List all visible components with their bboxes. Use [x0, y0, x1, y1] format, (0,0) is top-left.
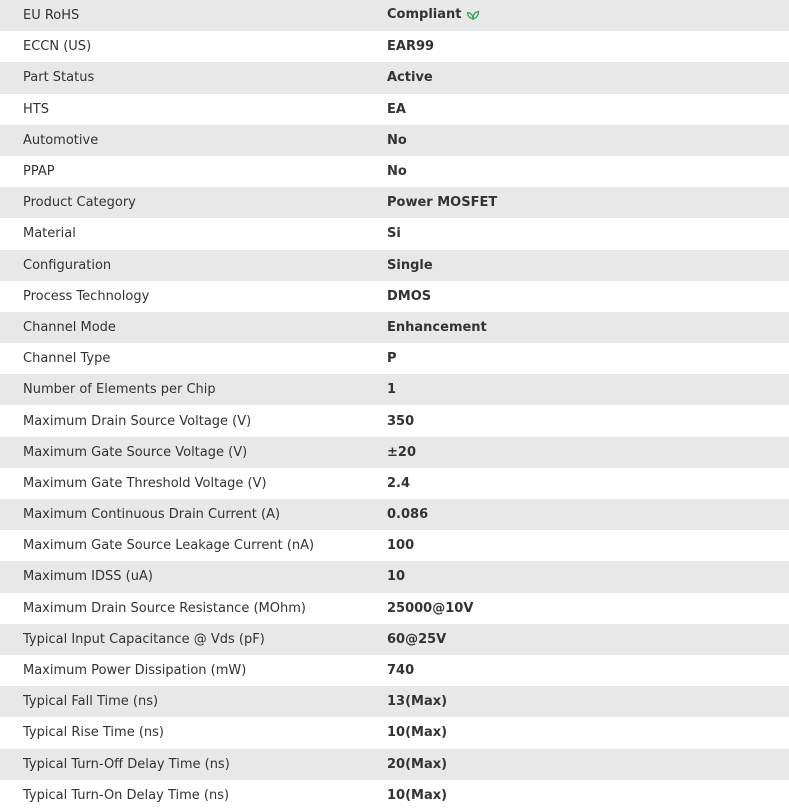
spec-label: Automotive — [23, 132, 99, 148]
spec-row — [0, 686, 789, 717]
spec-label: Maximum Gate Source Voltage (V) — [23, 444, 248, 460]
spec-row — [0, 156, 789, 187]
spec-label: Number of Elements per Chip — [23, 382, 216, 398]
spec-row — [0, 374, 789, 405]
spec-row — [0, 561, 789, 592]
spec-row — [0, 250, 789, 281]
spec-row — [0, 437, 789, 468]
spec-row — [0, 468, 789, 499]
spec-row — [0, 62, 789, 93]
spec-label: Typical Turn-On Delay Time (ns) — [23, 787, 230, 803]
spec-value: Active — [387, 70, 433, 86]
spec-row — [0, 31, 789, 62]
spec-label: Maximum Continuous Drain Current (A) — [23, 507, 281, 523]
spec-row — [0, 499, 789, 530]
spec-label: Product Category — [23, 195, 136, 211]
spec-row — [0, 218, 789, 249]
spec-value: 60@25V — [387, 631, 447, 647]
spec-row — [0, 0, 789, 31]
spec-value: 100 — [387, 538, 415, 554]
spec-row — [0, 530, 789, 561]
spec-row — [0, 624, 789, 655]
leaf-icon — [466, 8, 480, 24]
spec-label: HTS — [23, 101, 49, 117]
spec-label: PPAP — [23, 164, 55, 180]
spec-label: Typical Rise Time (ns) — [23, 725, 164, 741]
spec-value: 1 — [387, 382, 397, 398]
spec-row — [0, 343, 789, 374]
spec-value — [387, 0, 789, 31]
spec-label: Maximum Gate Threshold Voltage (V) — [23, 475, 267, 491]
spec-label: Part Status — [23, 70, 95, 86]
spec-value: 350 — [387, 413, 415, 429]
spec-label: Maximum Gate Source Leakage Current (nA) — [23, 538, 315, 554]
spec-row — [0, 717, 789, 748]
spec-value: DMOS — [387, 288, 432, 304]
spec-row — [0, 405, 789, 436]
spec-row — [0, 749, 789, 780]
spec-label: Process Technology — [23, 288, 150, 304]
spec-row — [0, 94, 789, 125]
spec-value: 10 — [387, 569, 406, 585]
spec-value: 2.4 — [387, 475, 411, 491]
spec-label: Maximum Power Dissipation (mW) — [23, 663, 247, 679]
spec-value: 10(Max) — [387, 787, 448, 803]
spec-label: Configuration — [23, 257, 112, 273]
spec-value: Power MOSFET — [387, 195, 498, 211]
spec-value-text: Compliant — [387, 7, 462, 23]
spec-value: 20(Max) — [387, 756, 448, 772]
spec-label: Channel Mode — [23, 319, 116, 335]
spec-label: ECCN (US) — [23, 39, 92, 55]
spec-label: Maximum Drain Source Voltage (V) — [23, 413, 252, 429]
spec-value: Enhancement — [387, 319, 487, 335]
spec-value: 25000@10V — [387, 600, 474, 616]
spec-value: EA — [387, 101, 406, 117]
spec-value: Si — [387, 226, 401, 242]
spec-row — [0, 187, 789, 218]
spec-label: EU RoHS — [23, 8, 80, 24]
spec-label: Maximum Drain Source Resistance (MOhm) — [23, 600, 306, 616]
spec-row — [0, 281, 789, 312]
spec-value: No — [387, 164, 407, 180]
spec-value: No — [387, 132, 407, 148]
spec-value: 10(Max) — [387, 725, 448, 741]
spec-value: P — [387, 351, 397, 367]
spec-value: 0.086 — [387, 507, 429, 523]
spec-label: Typical Turn-Off Delay Time (ns) — [23, 756, 230, 772]
spec-label: Channel Type — [23, 351, 111, 367]
spec-value: EAR99 — [387, 39, 435, 55]
spec-value: Single — [387, 257, 433, 273]
spec-row — [0, 593, 789, 624]
spec-value: 13(Max) — [387, 694, 448, 710]
spec-row — [0, 655, 789, 686]
spec-label: Typical Input Capacitance @ Vds (pF) — [23, 631, 265, 647]
spec-row — [0, 125, 789, 156]
spec-value: 740 — [387, 663, 415, 679]
spec-label: Typical Fall Time (ns) — [23, 694, 159, 710]
spec-label: Maximum IDSS (uA) — [23, 569, 153, 585]
spec-value: ±20 — [387, 444, 416, 460]
spec-row — [0, 780, 789, 811]
spec-row — [0, 312, 789, 343]
spec-label: Material — [23, 226, 76, 242]
